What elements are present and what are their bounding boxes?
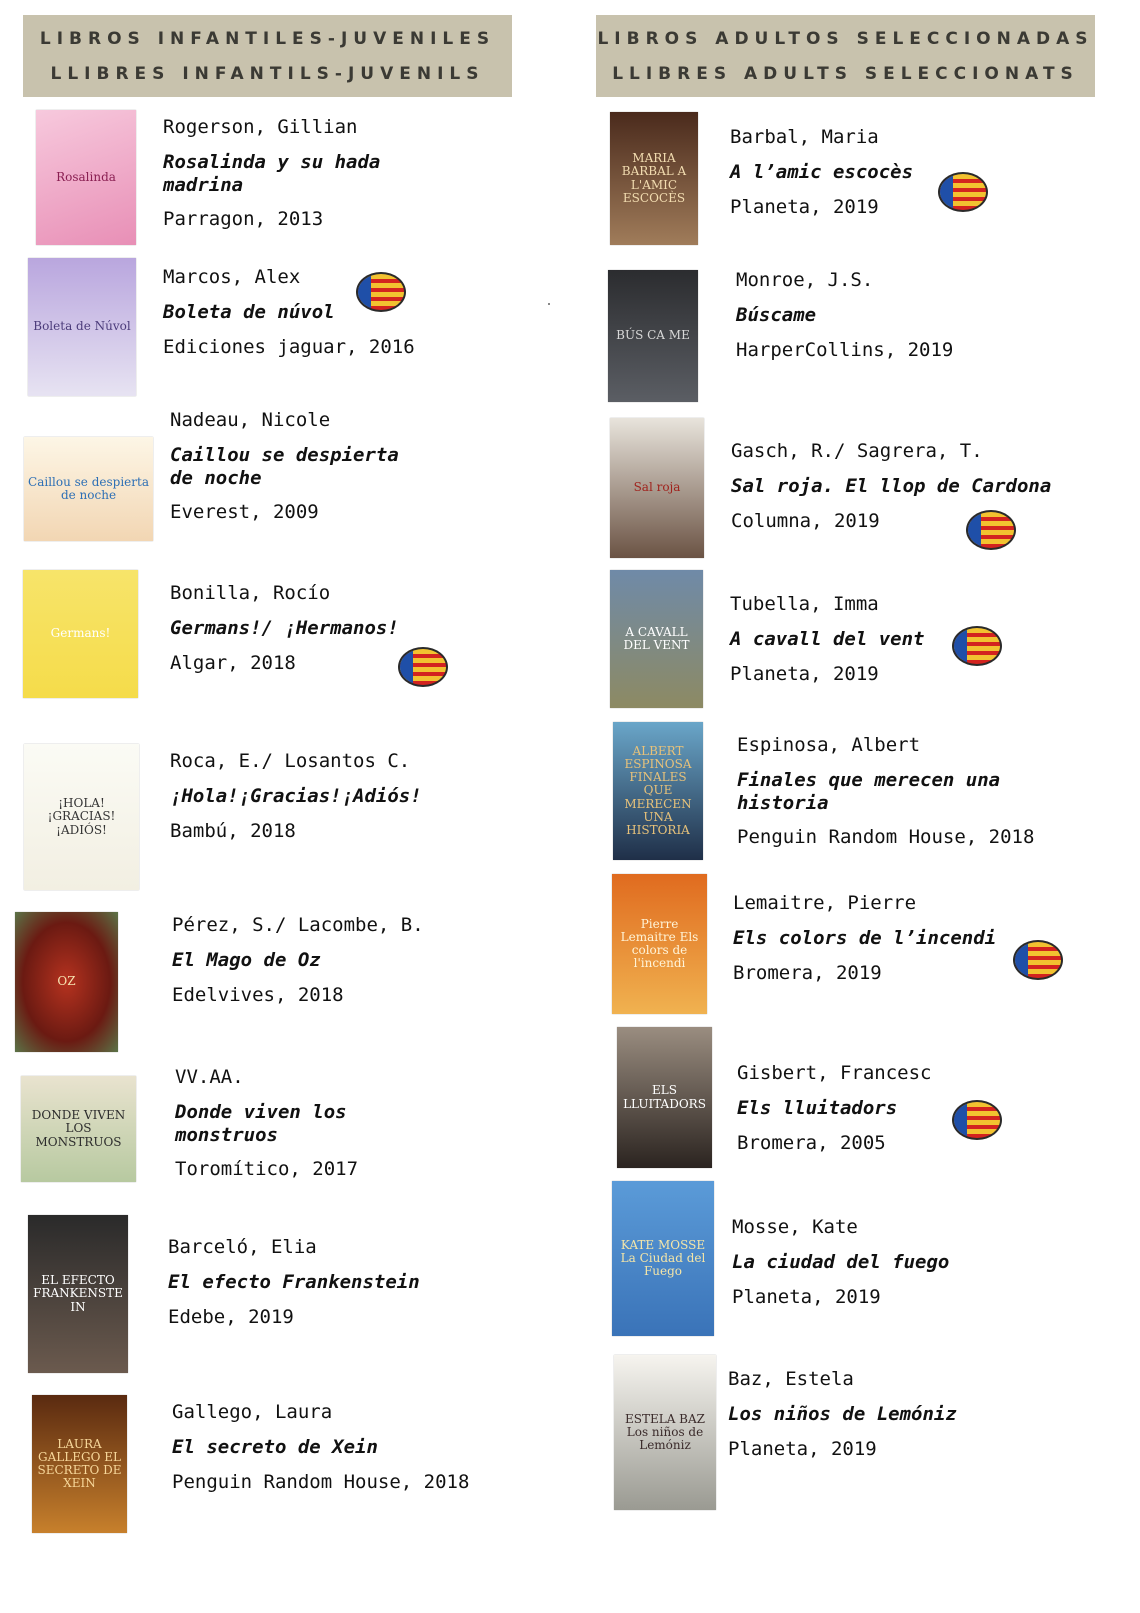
book-title: Donde viven los monstruos (175, 1100, 347, 1146)
book-cover-image (28, 1215, 128, 1373)
header-left-line2: LLIBRES INFANTILS-JUVENILS (50, 63, 485, 84)
book-cover-text: ¡HOLA! ¡GRACIAS! ¡ADIÓS! (47, 796, 116, 837)
book-info (736, 269, 1110, 361)
book-cover-image (15, 912, 118, 1052)
book-info (732, 1216, 1110, 1308)
book-publisher: Everest, 2009 (170, 501, 319, 524)
book-title: El Mago de Oz (172, 948, 321, 971)
book-author: Mosse, Kate (732, 1216, 858, 1238)
book-info (737, 1062, 1110, 1154)
book-cover-image (23, 570, 138, 698)
book-author: Barceló, Elia (168, 1236, 317, 1258)
book-cover-text: KATE MOSSE La Ciudad del Fuego (620, 1237, 706, 1279)
book-cover-image (612, 874, 707, 1014)
book-info (172, 1401, 470, 1493)
book-cover-image (613, 722, 703, 860)
book-cover-image (614, 1355, 716, 1510)
book-author: Baz, Estela (728, 1368, 854, 1390)
book-info (170, 750, 470, 842)
valencian-flag-icon (952, 1100, 1002, 1140)
stray-dot (548, 303, 550, 305)
book-publisher: Penguin Random House, 2018 (172, 1470, 470, 1493)
book-publisher: Edelvives, 2018 (172, 983, 344, 1006)
book-author: Roca, E./ Losantos C. (170, 750, 411, 772)
book-info (168, 1236, 470, 1328)
book-title: Búscame (736, 303, 817, 326)
book-author: VV.AA. (175, 1066, 244, 1088)
header-right (596, 15, 1095, 97)
book-publisher: Ediciones jaguar, 2016 (163, 335, 415, 358)
book-cover-text: ELS LLUITADORS (623, 1083, 706, 1111)
book-cover-image (617, 1027, 712, 1168)
book-title: ¡Hola!¡Gracias!¡Adiós! (170, 784, 422, 807)
header-left (23, 15, 512, 97)
book-publisher: Algar, 2018 (170, 651, 296, 674)
book-title: Boleta de núvol (163, 300, 335, 323)
valencian-flag-icon (952, 626, 1002, 666)
book-info (730, 126, 1110, 218)
book-author: Gisbert, Francesc (737, 1062, 932, 1084)
book-publisher: Bromera, 2019 (733, 961, 882, 984)
book-title: Rosalinda y su hada madrina (163, 150, 381, 196)
book-cover-text: Pierre Lemaitre Els colors de l'incendi (620, 916, 699, 971)
book-cover-image (28, 258, 136, 396)
header-right-line1: LIBROS ADULTOS SELECCIONADAS (597, 28, 1094, 49)
book-author: Nadeau, Nicole (170, 409, 331, 431)
valencian-flag-icon (398, 647, 448, 687)
book-author: Lemaitre, Pierre (733, 892, 917, 914)
book-publisher: Planeta, 2019 (730, 195, 879, 218)
book-author: Tubella, Imma (730, 593, 879, 615)
header-right-line2: LLIBRES ADULTS SELECCIONATS (612, 63, 1079, 84)
book-cover-text: BÚS CA ME (616, 328, 690, 343)
book-cover-text: Boleta de Núvol (33, 319, 131, 334)
book-title: Els colors de l’incendi (733, 926, 997, 949)
book-cover-text: DONDE VIVEN LOS MONSTRUOS (31, 1108, 126, 1149)
book-cover-image (24, 744, 139, 890)
book-cover-text: ALBERT ESPINOSA FINALES QUE MERECEN UNA HISTORIA (624, 743, 692, 837)
book-publisher: Columna, 2019 (731, 509, 880, 532)
header-left-line1: LIBROS INFANTILES-JUVENILES (39, 28, 496, 49)
book-info (163, 266, 470, 358)
valencian-flag-icon (356, 272, 406, 312)
book-cover-image (36, 110, 136, 245)
book-title: El efecto Frankenstein (168, 1270, 420, 1293)
book-cover-image (24, 437, 153, 541)
book-author: Rogerson, Gillian (163, 116, 358, 138)
book-info (728, 1368, 1110, 1460)
book-author: Gallego, Laura (172, 1401, 333, 1423)
book-cover-text: OZ (57, 974, 76, 989)
book-publisher: Planeta, 2019 (730, 662, 879, 685)
book-cover-text: Germans! (50, 626, 111, 641)
book-author: Bonilla, Rocío (170, 582, 331, 604)
book-cover-image (610, 570, 703, 708)
book-publisher: Bromera, 2005 (737, 1131, 886, 1154)
book-author: Marcos, Alex (163, 266, 301, 288)
book-publisher: Planeta, 2019 (732, 1285, 881, 1308)
book-publisher: Toromítico, 2017 (175, 1158, 359, 1181)
book-cover-text: Sal roja (633, 480, 681, 495)
book-cover-text: Caillou se despierta de noche (28, 474, 149, 502)
book-info (170, 409, 470, 524)
book-info (175, 1066, 470, 1181)
book-info (163, 116, 470, 231)
book-cover-image (610, 418, 704, 558)
book-cover-text: A CAVALL DEL VENT (623, 624, 690, 652)
book-title: La ciudad del fuego (732, 1250, 950, 1273)
book-cover-text: MARIA BARBAL A L'AMIC ESCOCÈS (621, 151, 687, 205)
book-title: Finales que merecen una historia (737, 768, 1001, 814)
book-publisher: Planeta, 2019 (728, 1437, 877, 1460)
book-cover-image (612, 1181, 714, 1336)
book-author: Pérez, S./ Lacombe, B. (172, 914, 424, 936)
book-title: A l’amic escocès (730, 160, 914, 183)
book-author: Gasch, R./ Sagrera, T. (731, 440, 983, 462)
book-cover-text: ESTELA BAZ Los niños de Lemóniz (624, 1411, 705, 1453)
book-info (737, 734, 1110, 849)
book-info (731, 440, 1110, 532)
book-cover-image (610, 112, 698, 245)
book-title: Els lluitadors (737, 1096, 898, 1119)
book-publisher: Penguin Random House, 2018 (737, 826, 1035, 849)
book-info (172, 914, 470, 1006)
book-info (730, 593, 1110, 685)
book-title: Los niños de Lemóniz (728, 1402, 957, 1425)
valencian-flag-icon (966, 510, 1016, 550)
book-author: Monroe, J.S. (736, 269, 874, 291)
book-title: Sal roja. El llop de Cardona (731, 474, 1052, 497)
book-title: El secreto de Xein (172, 1435, 378, 1458)
book-cover-text: EL EFECTO FRANKENSTEIN (33, 1273, 123, 1314)
book-cover-image (21, 1076, 136, 1182)
book-author: Barbal, Maria (730, 126, 879, 148)
book-cover-text: Rosalinda (56, 169, 116, 184)
book-publisher: Parragon, 2013 (163, 208, 324, 231)
book-title: A cavall del vent (730, 627, 925, 650)
book-cover-text: LAURA GALLEGO EL SECRETO DE XEIN (37, 1436, 122, 1491)
book-title: Caillou se despierta de noche (170, 443, 399, 489)
book-title: Germans!/ ¡Hermanos! (170, 616, 399, 639)
book-publisher: Bambú, 2018 (170, 819, 296, 842)
book-publisher: HarperCollins, 2019 (736, 338, 954, 361)
book-publisher: Edebe, 2019 (168, 1305, 294, 1328)
valencian-flag-icon (938, 172, 988, 212)
book-cover-image (608, 270, 698, 402)
valencian-flag-icon (1013, 940, 1063, 980)
book-author: Espinosa, Albert (737, 734, 921, 756)
book-cover-image (32, 1395, 127, 1533)
